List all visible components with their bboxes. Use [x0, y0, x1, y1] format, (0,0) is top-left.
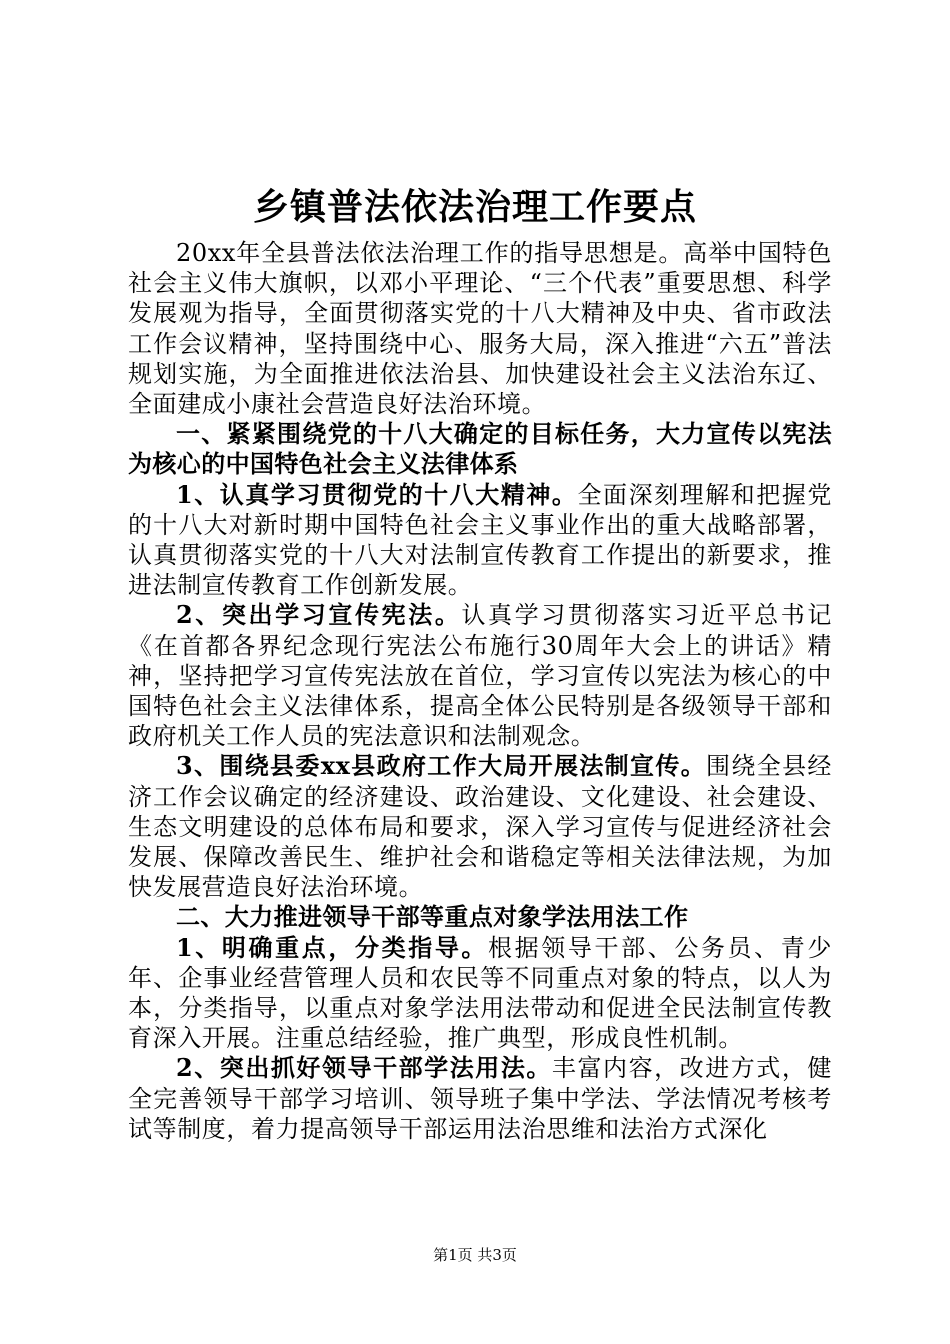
section-1-item-3-text: 围绕全县经济工作会议确定的经济建设、政治建设、文化建设、社会建设、生态文明建设的总体布局和要求，深入学习宣传与促进经济社会发展、保障改善民生、维护社会和谐稳定等相关法律法规，为加快发展营造良好法治环境。: [128, 752, 833, 902]
section-2-item-1-lead: 1、明确重点，分类指导。: [176, 932, 489, 962]
section-1-item-2-text: 认真学习贯彻落实习近平总书记《在首都各界纪念现行宪法公布施行30周年大会上的讲话》精神，坚持把学习宣传宪法放在首位，学习宣传以宪法为核心的中国特色社会主义法律体系，提高全体公民特别是各级领导干部和政府机关工作人员的宪法意识和法制观念。: [128, 601, 832, 751]
page-footer: 第1页 共3页: [433, 1246, 517, 1264]
section-1-item-2: [128, 600, 832, 751]
section-2-item-2-text: 丰富内容，改进方式，健全完善领导干部学习培训、领导班子集中学法、学法情况考核考试等制度，着力提高领导干部运用法治思维和法治方式深化: [128, 1054, 832, 1143]
intro-paragraph: 20xx年全县普法依法治理工作的指导思想是。高举中国特色社会主义伟大旗帜，以邓小平理论、“三个代表”重要思想、科学发展观为指导，全面贯彻落实党的十八大精神及中央、省市政法工作会议精神，坚持围绕中心、服务大局，深入推进“六五”普法规划实施，为全面推进依法治县、加快建设社会主义法治东辽、全面建成小康社会营造良好法治环境。: [128, 239, 832, 419]
section-2-item-1: [128, 933, 832, 1054]
section-1-item-3: [128, 751, 832, 902]
section-1-item-2-lead: 2、突出学习宣传宪法。: [176, 600, 462, 630]
section-2-item-2-lead: 2、突出抓好领导干部学法用法。: [176, 1053, 552, 1083]
section-1-heading: 一、紧紧围绕党的十八大确定的目标任务，大力宣传以宪法为核心的中国特色社会主义法律体系: [128, 419, 832, 479]
section-1-item-3-lead: 3、围绕县委xx县政府工作大局开展法制宣传。: [176, 751, 707, 781]
section-2-heading: 二、大力推进领导干部等重点对象学法用法工作: [176, 902, 689, 932]
section-2-item-1-text: 根据领导干部、公务员、青少年、企事业经营管理人员和农民等不同重点对象的特点，以人为本，分类指导，以重点对象学法用法带动和促进全民法制宣传教育深入开展。注重总结经验，推广典型，形成良性机制。: [128, 933, 832, 1053]
section-1-item-1-lead: 1、认真学习贯彻党的十八大精神。: [176, 479, 578, 509]
document-body: [128, 238, 832, 1144]
section-1-item-1-text: 全面深刻理解和把握党的十八大对新时期中国特色社会主义事业作出的重大战略部署，认真贯彻落实党的十八大对法制宣传教育工作提出的新要求，推进法制宣传教育工作创新发展。: [128, 480, 832, 600]
section-2-item-2: [128, 1053, 832, 1144]
section-1-item-1: [128, 480, 832, 601]
document-title: 乡镇普法依法治理工作要点: [252, 186, 697, 228]
